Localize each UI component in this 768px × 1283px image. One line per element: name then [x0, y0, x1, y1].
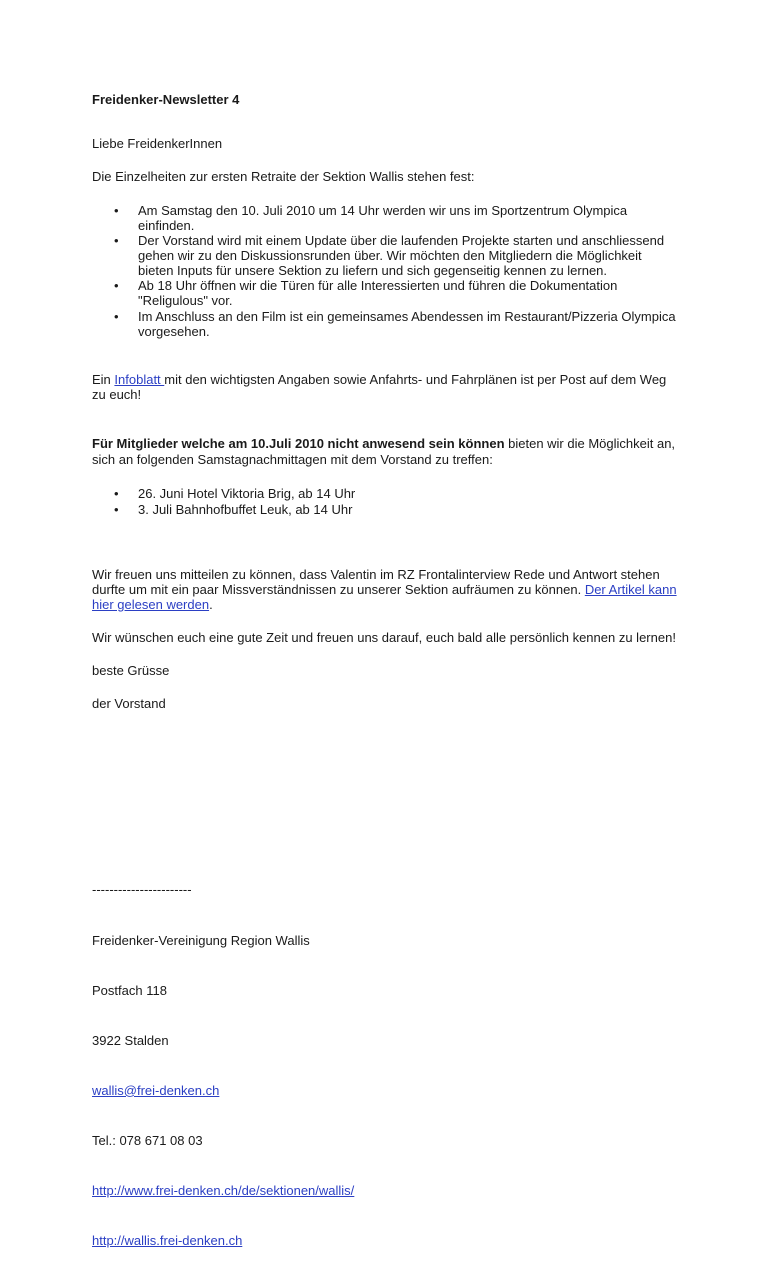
- newsletter-title: Freidenker-Newsletter 4: [92, 92, 240, 107]
- bullet-icon: [114, 309, 119, 324]
- bullet-icon: [114, 233, 119, 248]
- date-item: 26. Juni Hotel Viktoria Brig, ab 14 Uhr: [138, 486, 356, 501]
- interview-end: .: [209, 597, 213, 612]
- address-line-2: 3922 Stalden: [92, 1032, 169, 1048]
- date-item: 3. Juli Bahnhofbuffet Leuk, ab 14 Uhr: [138, 502, 353, 517]
- intro-text: Die Einzelheiten zur ersten Retraite der Sektion Wallis stehen fest:: [92, 169, 475, 184]
- members-bold-text: Für Mitglieder welche am 10.Juli 2010 nicht anwesend sein können: [92, 436, 505, 451]
- interview-text: durfte um mit ein paar Missverständnissen zu unserer Sektion aufräumen zu können.: [92, 582, 585, 597]
- phone-number: Tel.: 078 671 08 03: [92, 1132, 203, 1148]
- greeting: Liebe FreidenkerInnen: [92, 136, 223, 151]
- article-link-continued[interactable]: hier gelesen werden: [92, 597, 210, 612]
- closing-text: beste Grüsse: [92, 663, 170, 678]
- bullet-icon: [114, 278, 119, 293]
- email-link[interactable]: wallis@frei-denken.ch: [92, 1082, 220, 1098]
- members-paragraph-line2: sich an folgenden Samstagnachmittagen mit dem Vorstand zu treffen:: [92, 452, 493, 467]
- list-item-line: bieten Inputs für unsere Sektion zu liefern und sich gegenseitig kennen zu lernen.: [138, 263, 608, 278]
- list-item-line: Im Anschluss an den Film ist ein gemeinsames Abendessen im Restaurant/Pizzeria Olympica: [138, 309, 676, 324]
- signature-text: der Vorstand: [92, 696, 166, 711]
- website-link-sektion[interactable]: http://www.frei-denken.ch/de/sektionen/wallis/: [92, 1183, 355, 1199]
- infoblatt-paragraph: [92, 372, 666, 387]
- list-item-line: Am Samstag den 10. Juli 2010 um 14 Uhr werden wir uns im Sportzentrum Olympica: [138, 203, 628, 218]
- list-item-line: vorgesehen.: [138, 324, 210, 339]
- list-item: [138, 278, 617, 308]
- list-item-line: Der Vorstand wird mit einem Update über die laufenden Projekte starten und anschliessend: [138, 233, 665, 248]
- list-item-line: Ab 18 Uhr öffnen wir die Türen für alle Interessierten und führen die Dokumentation: [138, 278, 618, 293]
- bullet-icon: [114, 486, 119, 501]
- organization-name: Freidenker-Vereinigung Region Wallis: [92, 932, 310, 948]
- list-item-line: "Religulous" vor.: [138, 293, 233, 308]
- list-item: [138, 233, 664, 278]
- article-link[interactable]: Der Artikel kann: [584, 582, 677, 597]
- website-link-wallis[interactable]: http://wallis.frei-denken.ch: [92, 1233, 243, 1249]
- list-item: [138, 203, 627, 233]
- list-item: [138, 309, 676, 339]
- list-item: [138, 502, 352, 517]
- members-rest-text: bieten wir die Möglichkeit an,: [504, 436, 676, 451]
- infoblatt-link[interactable]: Infoblatt: [114, 372, 165, 387]
- list-item: [138, 486, 355, 501]
- interview-paragraph-line2: [92, 582, 677, 597]
- footer-separator: -----------------------: [92, 882, 192, 898]
- infoblatt-prefix: Ein: [92, 372, 115, 387]
- list-item-line: einfinden.: [138, 218, 195, 233]
- list-item-line: gehen wir zu den Diskussionsrunden über. Wir möchten den Mitgliedern die Möglichkeit: [138, 248, 642, 263]
- members-paragraph: [92, 436, 675, 451]
- infoblatt-paragraph-line2: zu euch!: [92, 387, 142, 402]
- interview-paragraph: Wir freuen uns mitteilen zu können, dass Valentin im RZ Frontalinterview Rede und Antwort stehen: [92, 567, 660, 582]
- infoblatt-suffix: mit den wichtigsten Angaben sowie Anfahrts- und Fahrplänen ist per Post auf dem Weg: [164, 372, 667, 387]
- address-line-1: Postfach 118: [92, 982, 167, 998]
- interview-paragraph-line3: [92, 597, 213, 612]
- wishes-text: Wir wünschen euch eine gute Zeit und freuen uns darauf, euch bald alle persönlich kennen zu lernen!: [92, 630, 676, 645]
- bullet-icon: [114, 502, 119, 517]
- contact-footer: [92, 849, 354, 1283]
- bullet-icon: [114, 203, 119, 218]
